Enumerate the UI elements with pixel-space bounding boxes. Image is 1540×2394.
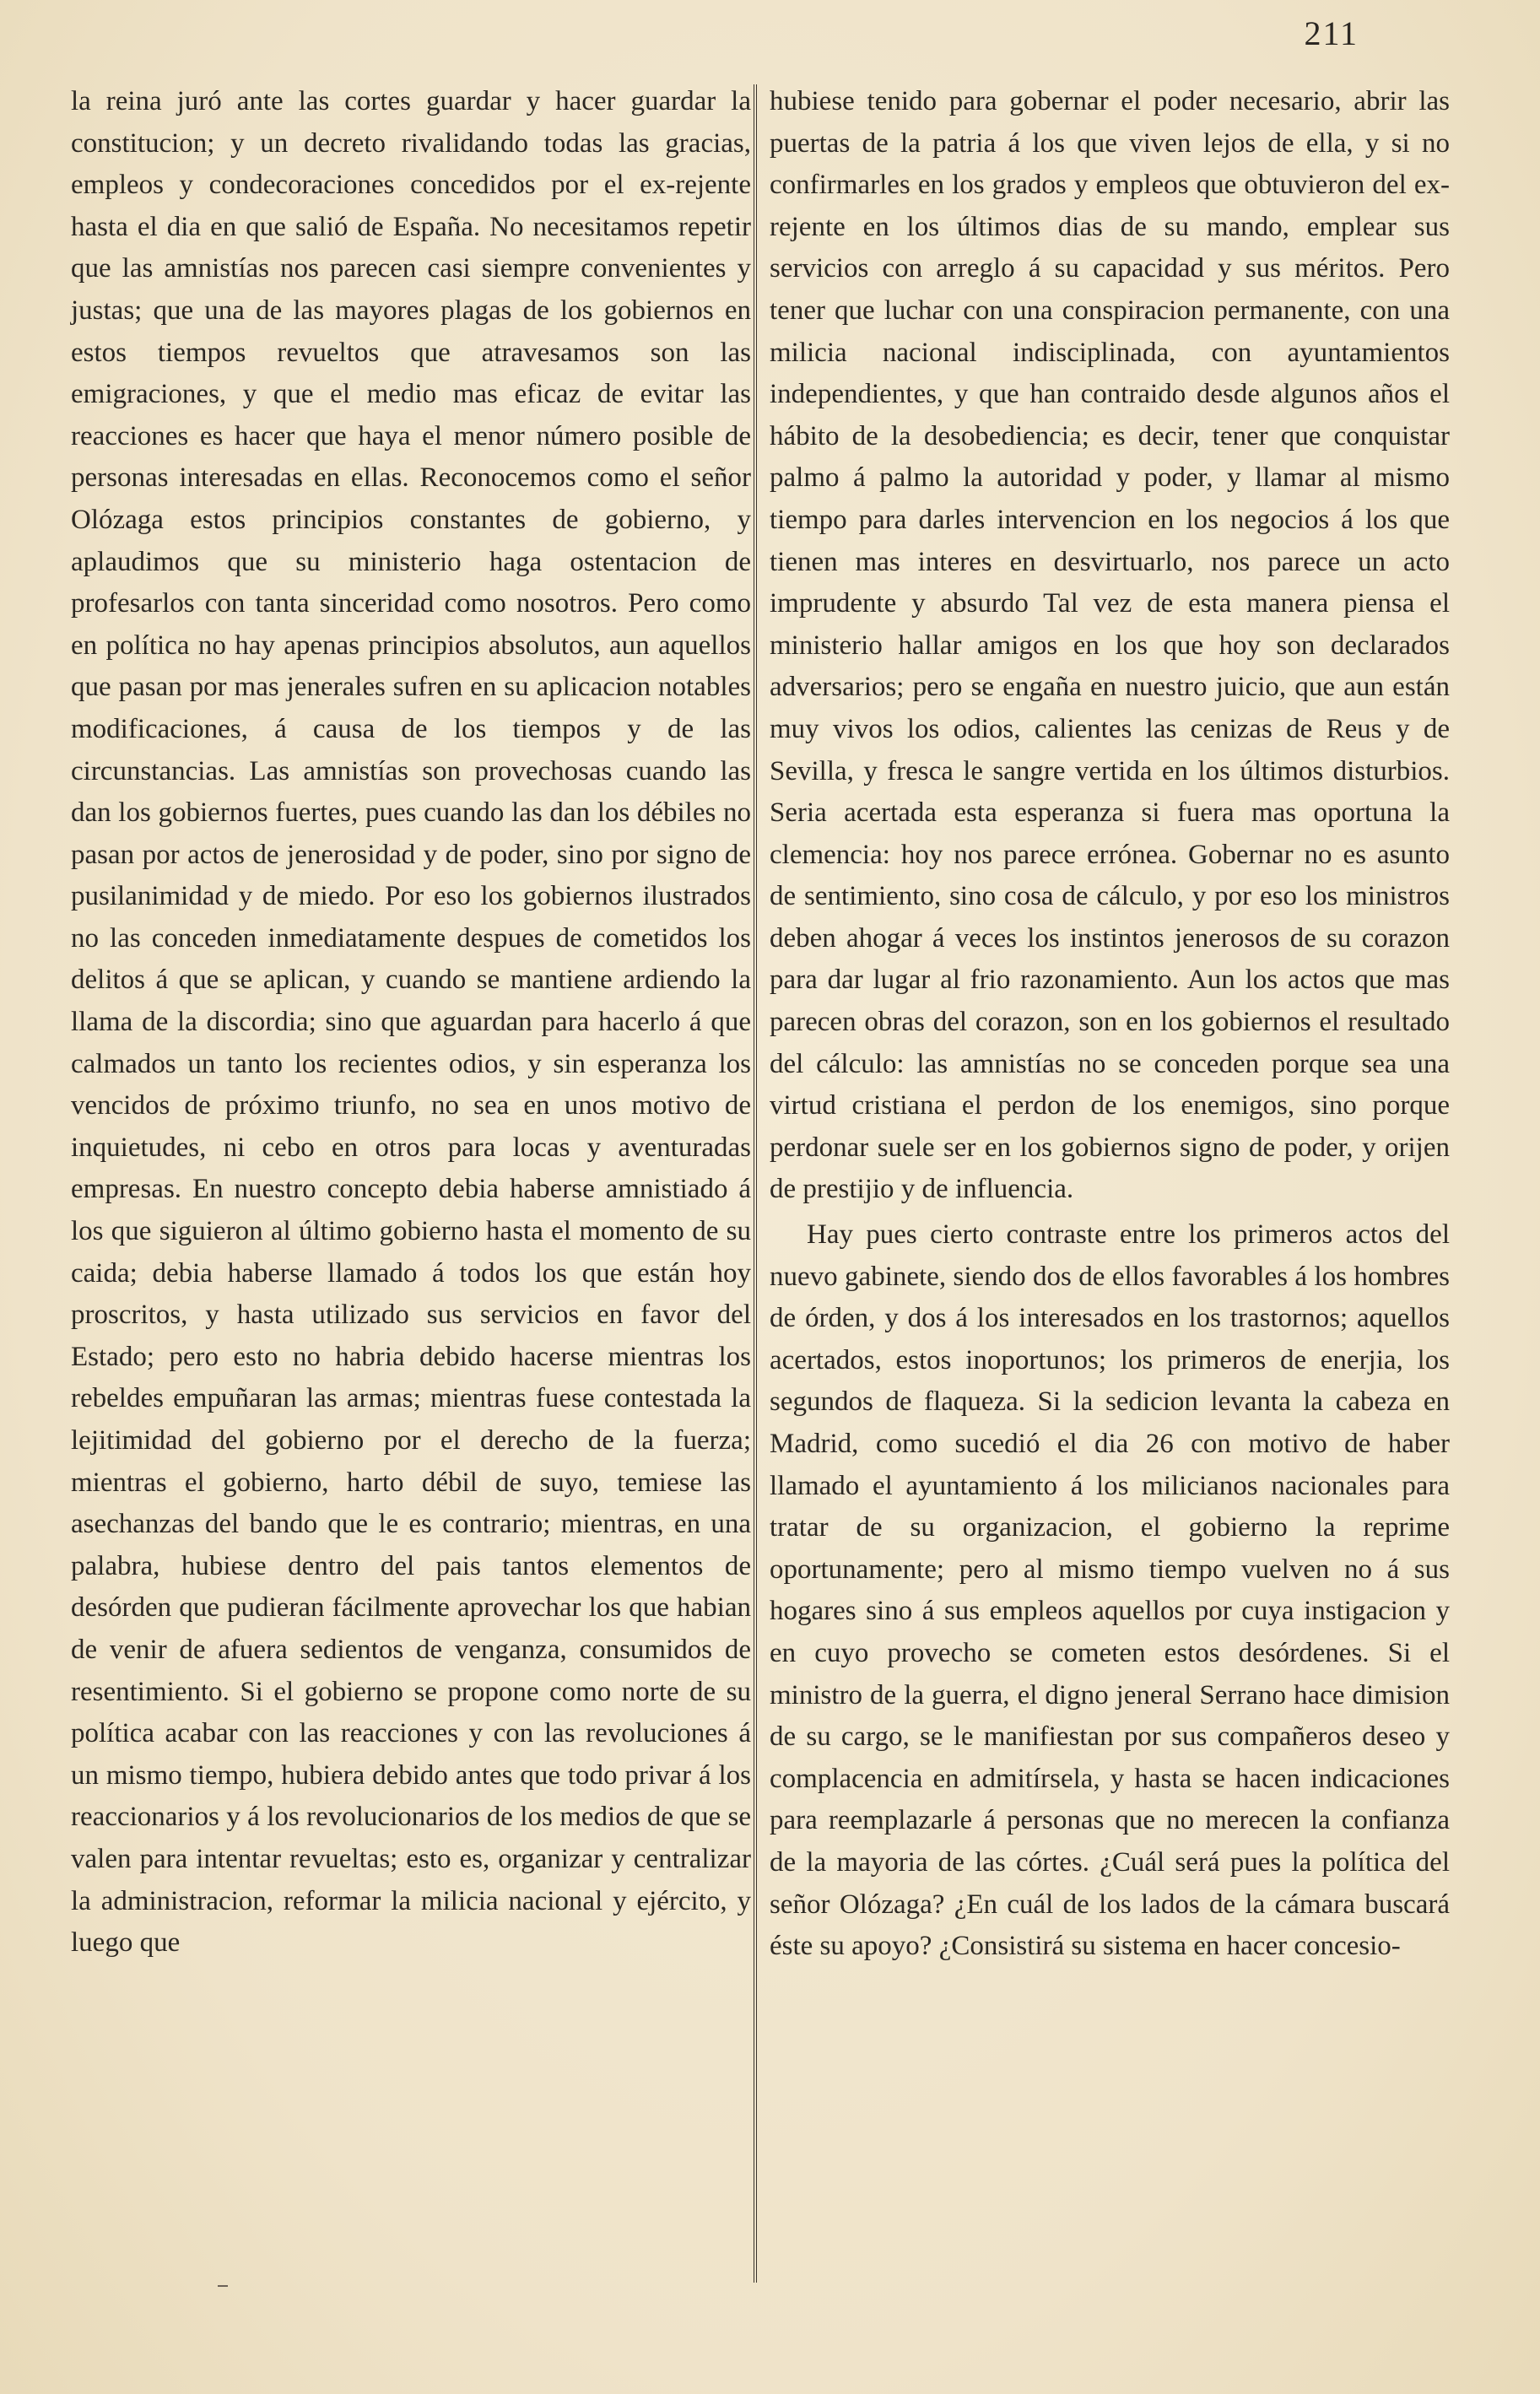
left-column [71,81,751,1964]
left-paragraph-1: la reina juró ante las cortes guardar y hacer guardar la constitucion; y un decreto rivalidando todas las gracias, empleos y condecoraciones concedidos por el ex-rejente hasta el dia en que salió de España. No necesitamos repetir que las amnistías nos parecen casi siempre convenientes y justas; que una de las mayores plagas de los gobiernos en estos tiempos revueltos que atravesamos son las emigraciones, y que el medio mas eficaz de evitar las reacciones es hacer que haya el menor número posible de personas interesadas en ellas. Reconocemos como el señor Olózaga estos principios constantes de gobierno, y aplaudimos que su ministerio haga ostentacion de profesarlos con tanta sinceridad como nosotros. Pero como en política no hay apenas principios absolutos, aun aquellos que pasan por mas jenerales sufren en su aplicacion notables modificaciones, á causa de los tiempos y de las circunstancias. Las amnistías son provechosas cuando las dan los gobiernos fuertes, pues cuando las dan los débiles no pasan por actos de jenerosidad y de poder, sino por signo de pusilanimidad y de miedo. Por eso los gobiernos ilustrados no las conceden inmediatamente despues de cometidos los delitos á que se aplican, y cuando se mantiene ardiendo la llama de la discordia; sino que aguardan para hacerlo á que calmados un tanto los recientes odios, y sin esperanza los vencidos de próximo triunfo, no sea en unos motivo de inquietudes, ni cebo en otros para locas y aventuradas empresas. En nuestro concepto debia haberse amnistiado á los que siguieron al último gobierno hasta el momento de su caida; debia haberse llamado á todos los que están hoy proscritos, y hasta utilizado sus servicios en favor del Estado; pero esto no habria debido hacerse mientras los rebeldes empuñaran las armas; mientras fuese contestada la lejitimidad del gobierno por el derecho de la fuerza; mientras el gobierno, harto débil de suyo, temiese las asechanzas del bando que le es contrario; mientras, en una palabra, hubiese dentro del pais tantos elementos de desórden que pudieran fácilmente aprovechar los que habian de venir de afuera sedientos de venganza, consumidos de resentimiento. Si el gobierno se propone como norte de su política acabar con las reacciones y con las revoluciones á un mismo tiempo, hubiera debido antes que todo privar á los reaccionarios y á los revolucionarios de los medios de que se valen para intentar revueltas; esto es, organizar y centralizar la administracion, reformar la milicia nacional y ejército, y luego que [71,86,751,1959]
page-number: 211 [1304,14,1359,52]
right-paragraph-2: Hay pues cierto contraste entre los primeros actos del nuevo gabinete, siendo dos de ellos favorables á los hombres de órden, y dos á los interesados en los trastornos; aquellos acertados, estos inoportunos; los primeros de enerjia, los segundos de flaqueza. Si la sedicion levanta la cabeza en Madrid, como sucedió el dia 26 con motivo de haber llamado el ayuntamiento á los milicianos nacionales para tratar de su organizacion, el gobierno la reprime oportunamente; pero al mismo tiempo vuelven no á sus hogares sino á sus empleos aquellos por cuya instigacion y en cuyo provecho se cometen estos desórdenes. Si el ministro de la guerra, el digno jeneral Serrano hace dimision de su cargo, se le manifiestan por sus compañeros deseo y complacencia en admitírsela, y hasta se hacen indicaciones para reemplazarle á personas que no merecen la confianza de la mayoria de las córtes. ¿Cuál será pues la política del señor Olózaga? ¿En cuál de los lados de la cámara buscará éste su apoyo? ¿Consistirá su sistema en hacer concesio- [770,1219,1450,1962]
column-divider [754,84,757,2283]
page-mark [218,2285,228,2287]
right-column [770,81,1450,1968]
right-paragraph-1: hubiese tenido para gobernar el poder necesario, abrir las puertas de la patria á los que viven lejos de ella, y si no confirmarles en los grados y empleos que obtuvieron del ex-rejente en los últimos dias de su mando, emplear sus servicios con arreglo á su capacidad y sus méritos. Pero tener que luchar con una conspiracion permanente, con una milicia nacional indisciplinada, con ayuntamientos independientes, y que han contraido desde algunos años el hábito de la desobediencia; es decir, tener que conquistar palmo á palmo la autoridad y poder, y llamar al mismo tiempo para darles intervencion en los negocios á los que tienen mas interes en desvirtuarlo, nos parece un acto imprudente y absurdo Tal vez de esta manera piensa el ministerio hallar amigos en los que hoy son declarados adversarios; pero se engaña en nuestro juicio, que aun están muy vivos los odios, calientes las cenizas de Reus y de Sevilla, y fresca le sangre vertida en los últimos disturbios. Seria acertada esta esperanza si fuera mas oportuna la clemencia: hoy nos parece errónea. Gobernar no es asunto de sentimiento, sino cosa de cálculo, y por eso los ministros deben ahogar á veces los instintos jenerosos de su corazon para dar lugar al frio razonamiento. Aun los actos que mas parecen obras del corazon, son en los gobiernos el resultado del cálculo: las amnistías no se conceden porque sea una virtud cristiana el perdon de los enemigos, sino porque perdonar suele ser en los gobiernos signo de poder, y orijen de prestijio y de influencia. [770,86,1450,1205]
